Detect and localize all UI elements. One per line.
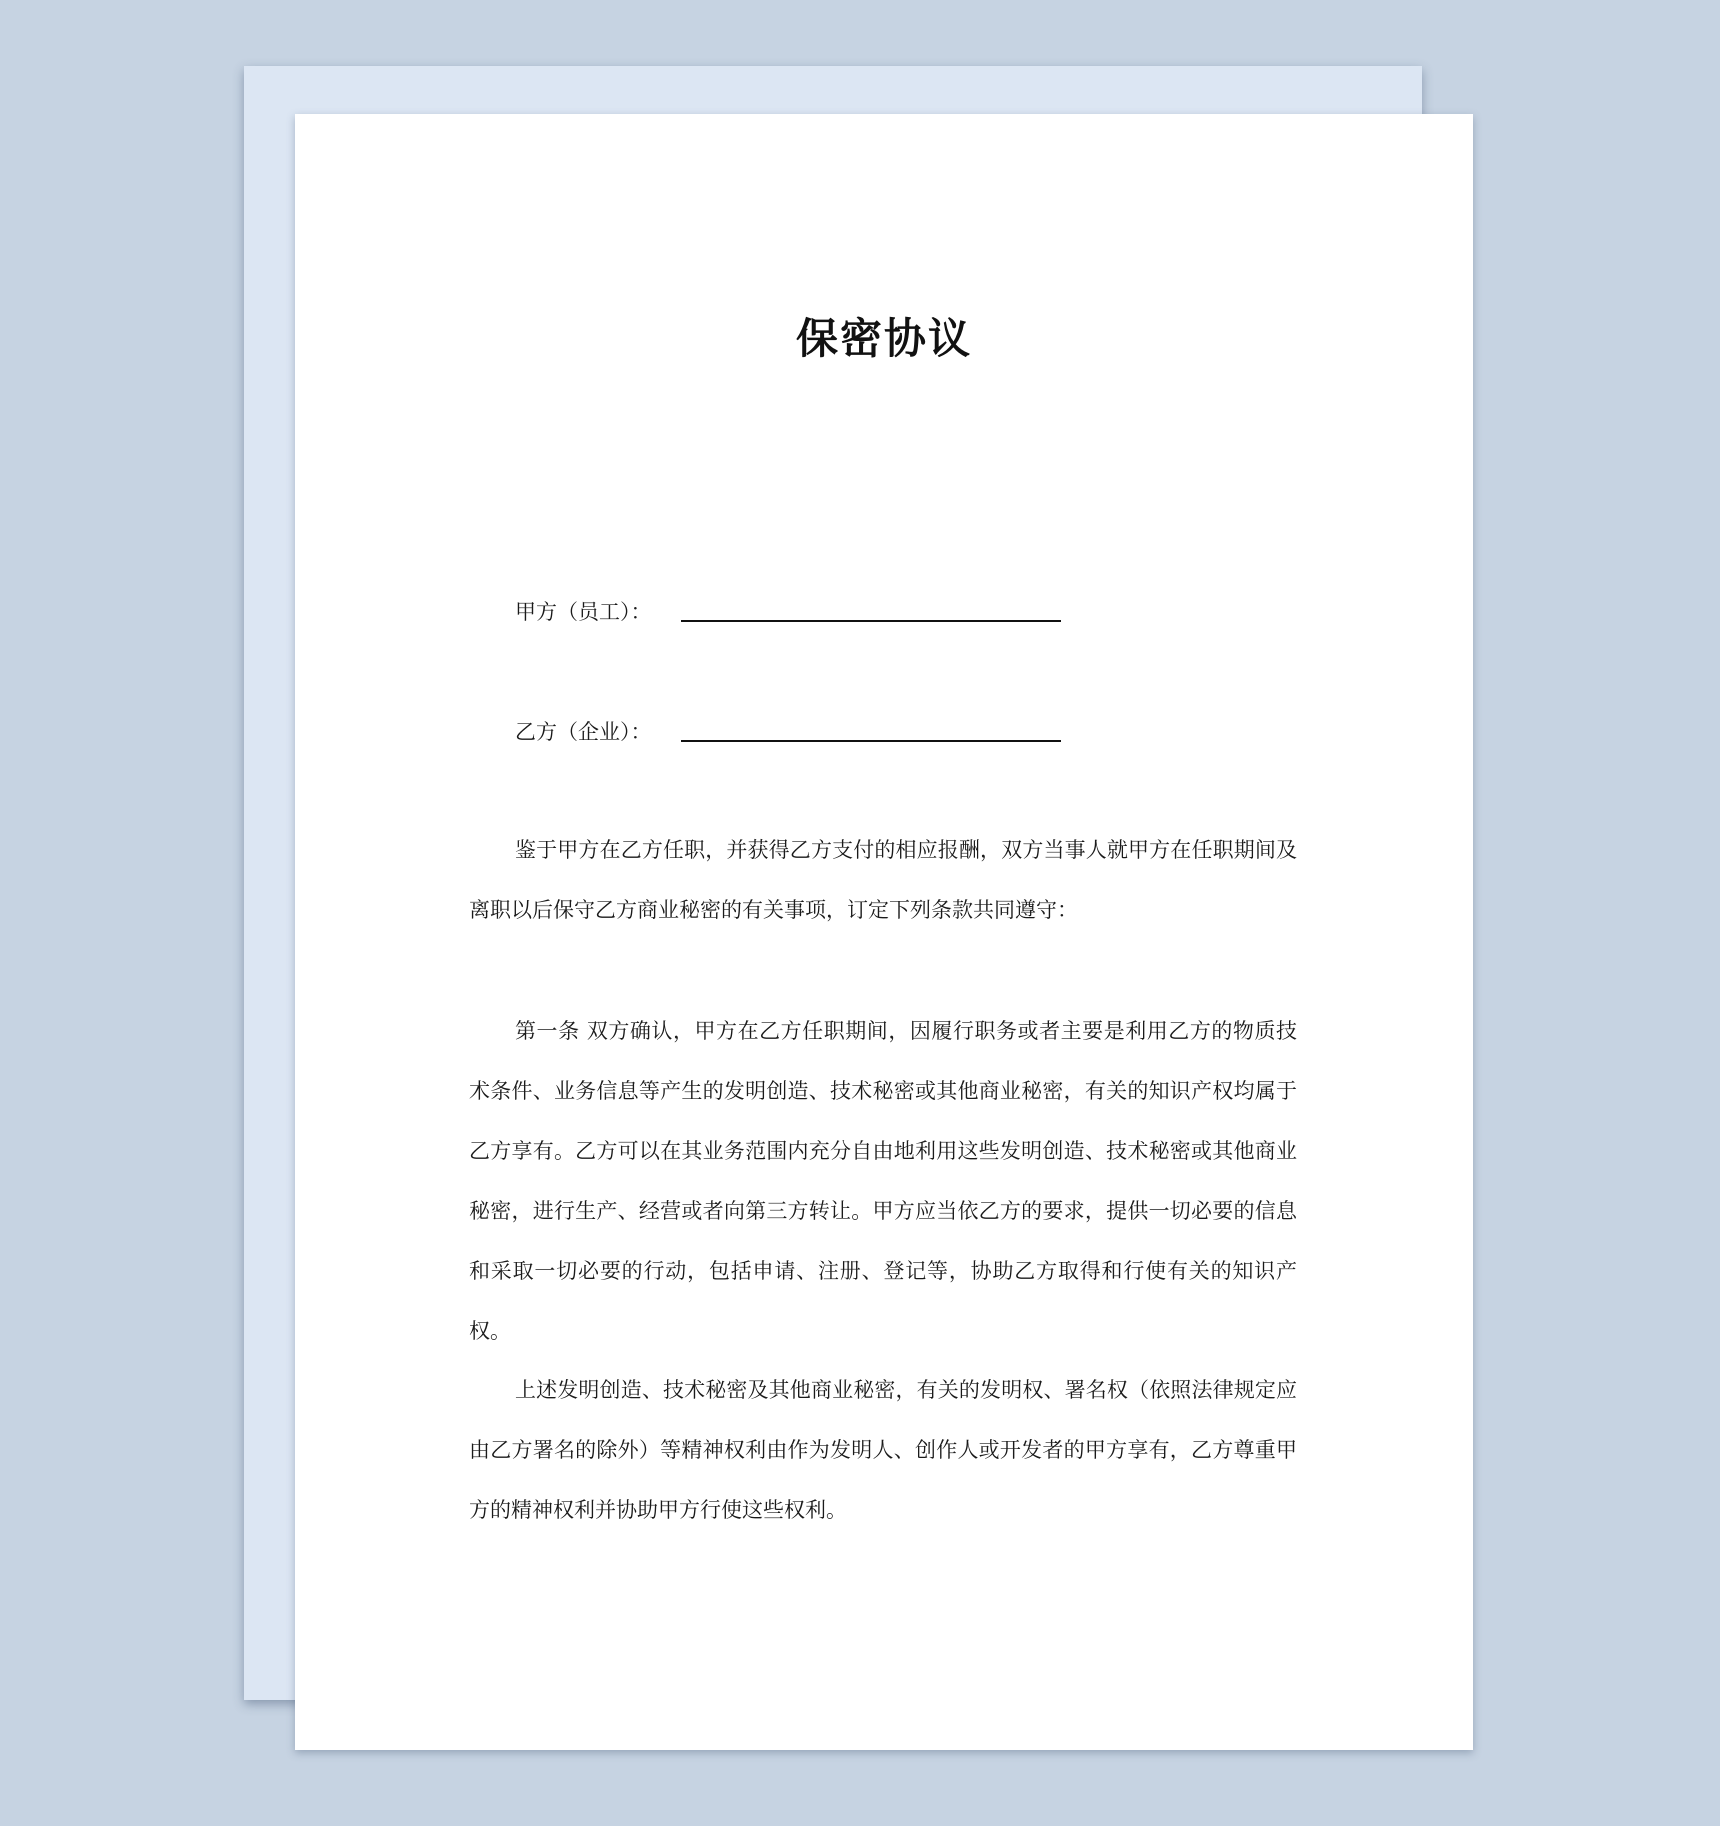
preamble-paragraph: 鉴于甲方在乙方任职，并获得乙方支付的相应报酬，双方当事人就甲方在任职期间及离职以后保守乙方商业秘密的有关事项，订定下列条款共同遵守： — [469, 838, 1297, 922]
party-b-row — [515, 711, 1061, 751]
document-page — [295, 114, 1473, 1750]
article-1-paragraph: 第一条 双方确认，甲方在乙方任职期间，因履行职务或者主要是利用乙方的物质技术条件、业务信息等产生的发明创造、技术秘密或其他商业秘密，有关的知识产权均属于乙方享有。乙方可以在其业务范围内充分自由地利用这些发明创造、技术秘密或其他商业秘密，进行生产、经营或者向第三方转让。甲方应当依乙方的要求，提供一切必要的信息和采取一切必要的行动，包括申请、注册、登记等，协助乙方取得和行使有关的知识产权。 — [469, 1019, 1297, 1343]
party-b-label: 乙方（企业）： — [515, 720, 652, 744]
article-1-continuation-paragraph: 上述发明创造、技术秘密及其他商业秘密，有关的发明权、署名权（依照法律规定应由乙方署名的除外）等精神权利由作为发明人、创作人或开发者的甲方享有，乙方尊重甲方的精神权利并协助甲方行使这些权利。 — [469, 1378, 1297, 1522]
document-title: 保密协议 — [795, 314, 972, 363]
party-a-fill-line[interactable] — [681, 592, 1061, 622]
party-b-fill-line[interactable] — [681, 712, 1061, 742]
party-a-label: 甲方（员工）： — [515, 600, 652, 624]
party-a-row — [515, 591, 1061, 631]
